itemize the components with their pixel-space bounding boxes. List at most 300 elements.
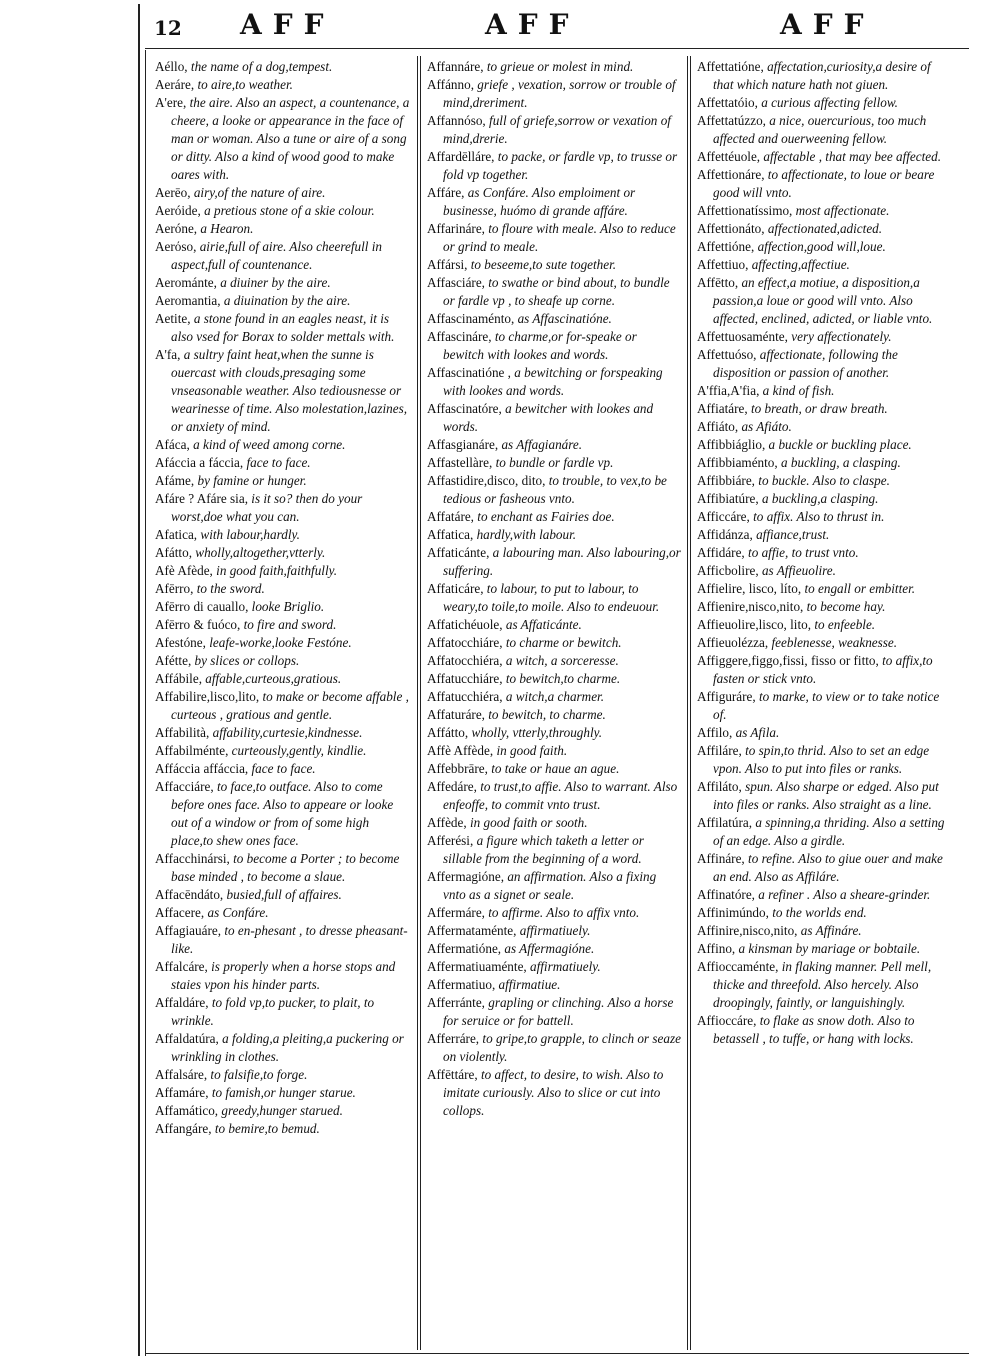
headword: Affabilità, <box>155 725 210 740</box>
column-divider-1 <box>417 56 418 1350</box>
definition: busied,full of affaires. <box>226 887 342 902</box>
definition: to refine. Also to giue ouer and make an end. Also as Affiláre. <box>713 851 943 884</box>
definition: very affectionately. <box>791 329 892 344</box>
definition: as Affascinatióne. <box>517 311 612 326</box>
dictionary-entry <box>697 58 951 94</box>
definition: to bundle or fardle vp. <box>495 455 614 470</box>
definition: as Affermagióne. <box>504 941 595 956</box>
headword: Affioccaménte, <box>697 959 779 974</box>
definition: to en-phesant , to dresse pheasant-like. <box>171 923 408 956</box>
headword: Affamático, <box>155 1103 219 1118</box>
headword: Affatucchiéra, <box>427 689 503 704</box>
dictionary-entry <box>427 112 681 148</box>
dictionary-entry <box>155 688 411 724</box>
definition: a bewitching or forspeaking with lookes and words. <box>443 365 663 398</box>
headword: Affētto, <box>697 275 739 290</box>
definition: a labouring man. Also labouring,or suffering. <box>443 545 681 578</box>
dictionary-entry <box>155 1066 411 1084</box>
page-header <box>150 8 966 48</box>
definition: to the sword. <box>196 581 265 596</box>
dictionary-entry <box>697 454 951 472</box>
definition: a spinning,a thriding. Also a setting of an edge. Also a girdle. <box>713 815 945 848</box>
dictionary-entry <box>427 814 681 832</box>
dictionary-entry <box>697 742 951 778</box>
dictionary-entry <box>427 670 681 688</box>
dictionary-entry <box>155 76 411 94</box>
headword: Affino, <box>697 941 736 956</box>
definition: to become a Porter ; to become base minded , to become a slaue. <box>171 851 400 884</box>
headword: Affatocchiáre, <box>427 635 503 650</box>
headword: Affettéuole, <box>697 149 761 164</box>
dictionary-entry <box>155 202 411 220</box>
dictionary-entry <box>427 706 681 724</box>
definition: a kinsman by mariage or bobtaile. <box>738 941 921 956</box>
headword: Affascinaménto, <box>427 311 515 326</box>
dictionary-entry <box>155 1120 411 1138</box>
headword: A'fa, <box>155 347 181 362</box>
headword: Affangáre, <box>155 1121 212 1136</box>
definition: greedy,hunger starued. <box>221 1103 343 1118</box>
headword: Affinatóre, <box>697 887 755 902</box>
definition: spun. Also sharpe or edged. Also put into files or ranks. Also straight as a line. <box>713 779 939 812</box>
dictionary-entry <box>155 310 411 346</box>
left-border-rule-inner <box>145 50 146 1356</box>
dictionary-entry <box>155 670 411 688</box>
column-divider-2b <box>690 56 691 1350</box>
headword: Affaturáre, <box>427 707 485 722</box>
dictionary-entry <box>155 292 411 310</box>
dictionary-entry <box>155 490 411 526</box>
dictionary-entry <box>697 940 951 958</box>
definition: to beseeme,to sute together. <box>470 257 617 272</box>
headword: Affastellàre, <box>427 455 493 470</box>
dictionary-entry <box>697 94 951 112</box>
definition: to flake as snow doth. Also to betassell , to tuffe, or hang with locks. <box>713 1013 915 1046</box>
definition: in good faith or sooth. <box>469 815 588 830</box>
definition: affectionated,adicted. <box>767 221 883 236</box>
headword: Affettatóio, <box>697 95 758 110</box>
definition: wholly, vtterly,throughly. <box>471 725 603 740</box>
definition: affable,curteous,gratious. <box>205 671 342 686</box>
dictionary-entry <box>427 724 681 742</box>
definition: to engall or embitter. <box>804 581 916 596</box>
definition: full of griefe,sorrow or vexation of mind,drerie. <box>443 113 671 146</box>
dictionary-entry <box>697 202 951 220</box>
headword: Affieuolézza, <box>697 635 769 650</box>
headword: Afērro & fuóco, <box>155 617 241 632</box>
headword: Aeróne, <box>155 221 198 236</box>
definition: to affie, to trust vnto. <box>748 545 859 560</box>
column-divider-1b <box>420 56 421 1350</box>
definition: as Confáre. Also emploiment or businesse, huómo di grande affáre. <box>443 185 636 218</box>
definition: affectable , that may bee affected. <box>763 149 942 164</box>
definition: grapling or clinching. Also a horse for seruice or for battell. <box>443 995 674 1028</box>
definition: to charme,or for-speake or bewitch with lookes and words. <box>443 329 637 362</box>
dictionary-entry <box>155 778 411 850</box>
headword: Affermagióne, <box>427 869 505 884</box>
definition: a sultry faint heat,when the sunne is ouercast with clouds,presaging some vnseasonable weather. Also tediousnesse or wearinesse of time. Also molestation,lazines, or anxiety of mind. <box>171 347 408 434</box>
definition: to swathe or bind about, to bundle or fardle vp , to sheafe up corne. <box>443 275 670 308</box>
dictionary-entry <box>697 598 951 616</box>
definition: a buckling,a clasping. <box>761 491 879 506</box>
headword: Affettiuo, <box>697 257 749 272</box>
definition: leafe-worke,looke Festóne. <box>209 635 352 650</box>
dictionary-entry <box>427 148 681 184</box>
headword: Afè Afède, <box>155 563 213 578</box>
dictionary-entry <box>155 580 411 598</box>
definition: a bewitcher with lookes and words. <box>443 401 654 434</box>
dictionary-entry <box>697 418 951 436</box>
definition: affecting,affectiue. <box>751 257 850 272</box>
column-1 <box>155 58 411 1138</box>
headword: Affánno, <box>427 77 474 92</box>
headword: Afestóne, <box>155 635 206 650</box>
definition: hardly,with labour. <box>476 527 577 542</box>
definition: as Affieuolire. <box>761 563 836 578</box>
headword: Aerēo, <box>155 185 191 200</box>
definition: to affix. Also to thrust in. <box>753 509 885 524</box>
dictionary-entry <box>427 508 681 526</box>
definition: to breath, or draw breath. <box>750 401 888 416</box>
dictionary-entry <box>697 688 951 724</box>
definition: as Affaticánte. <box>505 617 582 632</box>
dictionary-entry <box>427 958 681 976</box>
dictionary-entry <box>155 850 411 886</box>
dictionary-entry <box>155 994 411 1030</box>
headword: Affettuóso, <box>697 347 757 362</box>
definition: affection,good will,loue. <box>757 239 886 254</box>
definition: an affirmation. Also a fixing vnto as a signet or seale. <box>443 869 657 902</box>
definition: to affect, to desire, to wish. Also to imitate curiously. Also to slice or cut into collops. <box>443 1067 664 1118</box>
definition: as Confáre. <box>207 905 269 920</box>
headword: Affabilménte, <box>155 743 229 758</box>
definition: is it so? then do your worst,doe what you can. <box>171 491 363 524</box>
definition: as Affagianáre. <box>501 437 583 452</box>
dictionary-entry <box>427 436 681 454</box>
dictionary-entry <box>697 328 951 346</box>
header-rule <box>145 48 969 49</box>
definition: to grieue or molest in mind. <box>486 59 634 74</box>
headword: Affiláto, <box>697 779 742 794</box>
definition: to buckle. Also to claspe. <box>758 473 890 488</box>
headword: Affáccia affáccia, <box>155 761 249 776</box>
headword: Affascinatióne , <box>427 365 511 380</box>
headword: Affibiatúre, <box>697 491 759 506</box>
headword: Afáme, <box>155 473 195 488</box>
definition: the name of a dog,tempest. <box>190 59 333 74</box>
dictionary-entry <box>427 580 681 616</box>
headword: Affibbiaménto, <box>697 455 778 470</box>
dictionary-entry <box>155 904 411 922</box>
definition: to bewitch,to charme. <box>505 671 621 686</box>
headword: Affaticánte, <box>427 545 490 560</box>
dictionary-entry <box>427 994 681 1030</box>
headword: Aeráre, <box>155 77 195 92</box>
definition: a diuination by the aire. <box>223 293 351 308</box>
definition: to affirme. Also to affix vnto. <box>488 905 640 920</box>
definition: to affectionate, to loue or beare good will vnto. <box>713 167 935 200</box>
definition: to gripe,to grapple, to clinch or seaze on violently. <box>443 1031 681 1064</box>
headword: Afáca, <box>155 437 190 452</box>
dictionary-entry <box>155 742 411 760</box>
dictionary-entry <box>697 490 951 508</box>
dictionary-entry <box>427 76 681 112</box>
definition: by famine or hunger. <box>197 473 307 488</box>
headword: Aerománte, <box>155 275 217 290</box>
definition: affability,curtesie,kindnesse. <box>212 725 363 740</box>
headword: Affardēlláre, <box>427 149 495 164</box>
headword: Affacēndáto, <box>155 887 224 902</box>
dictionary-entry <box>697 436 951 454</box>
definition: to face,to outface. Also to come before ones face. Also to appeare or looke out of a window or from of some high place,to shew ones face. <box>171 779 394 848</box>
dictionary-entry <box>697 958 951 1012</box>
definition: griefe , vexation, sorrow or trouble of mind,dreriment. <box>443 77 676 110</box>
dictionary-entry <box>697 1012 951 1048</box>
headword: Affède, <box>427 815 467 830</box>
headword: Affebbrāre, <box>427 761 488 776</box>
headword: Affidánza, <box>697 527 753 542</box>
dictionary-entry <box>697 850 951 886</box>
headword: Afērro di cauallo, <box>155 599 249 614</box>
dictionary-entry <box>155 544 411 562</box>
definition: to labour, to put to labour, to weary,to toile,to moile. Also to endeuour. <box>443 581 660 614</box>
headword: Affagiauáre, <box>155 923 222 938</box>
definition: affectionate, following the disposition or passion of another. <box>713 347 898 380</box>
dictionary-entry <box>697 652 951 688</box>
definition: a witch,a charmer. <box>505 689 605 704</box>
dictionary-entry <box>427 472 681 508</box>
definition: an effect,a motiue, a disposition,a passion,a loue or good will vnto. Also affected, enclined, adicted, or liable vnto. <box>713 275 933 326</box>
dictionary-entry <box>697 508 951 526</box>
headword: Aeróide, <box>155 203 201 218</box>
definition: is properly when a horse stops and staies vpon his hinder parts. <box>171 959 396 992</box>
definition: a pretious stone of a skie colour. <box>204 203 375 218</box>
headword: Affermataménte, <box>427 923 517 938</box>
dictionary-entry <box>427 1030 681 1066</box>
headword: Affinimúndo, <box>697 905 769 920</box>
dictionary-entry <box>155 1084 411 1102</box>
dictionary-entry <box>155 526 411 544</box>
headword: Affilo, <box>697 725 733 740</box>
headword: Affēttáre, <box>427 1067 478 1082</box>
dictionary-entry <box>155 1102 411 1120</box>
headword: Affienire,nisco,nito, <box>697 599 804 614</box>
footer-rule <box>145 1353 969 1354</box>
definition: affiance,trust. <box>756 527 830 542</box>
dictionary-entry <box>427 58 681 76</box>
definition: to make or become affable , curteous , gratious and gentle. <box>171 689 409 722</box>
headword: Affiguráre, <box>697 689 756 704</box>
dictionary-entry <box>155 958 411 994</box>
running-head-center: AFF <box>485 8 580 41</box>
headword: Affettuosaménte, <box>697 329 788 344</box>
running-head-left: AFF <box>240 8 335 41</box>
headword: Affiáto, <box>697 419 739 434</box>
dictionary-entry <box>697 526 951 544</box>
definition: to marke, to view or to take notice of. <box>713 689 940 722</box>
definition: as Afila. <box>735 725 780 740</box>
dictionary-entry <box>697 346 951 382</box>
headword: Affasciáre, <box>427 275 485 290</box>
headword: Afétte, <box>155 653 192 668</box>
dictionary-entry <box>427 922 681 940</box>
headword: Affielire, lisco, líto, <box>697 581 802 596</box>
column-2 <box>427 58 681 1120</box>
definition: a curious affecting fellow. <box>761 95 898 110</box>
headword: Affaldáre, <box>155 995 209 1010</box>
definition: feeblenesse, weaknesse. <box>771 635 898 650</box>
column-3 <box>697 58 951 1048</box>
dictionary-entry <box>155 634 411 652</box>
headword: Afficcáre, <box>697 509 750 524</box>
definition: to become hay. <box>806 599 886 614</box>
headword: Affiggere,figgo,fissi, fisso or fitto, <box>697 653 879 668</box>
dictionary-entry <box>155 616 411 634</box>
dictionary-entry <box>155 472 411 490</box>
headword: Affináre, <box>697 851 745 866</box>
headword: Afērro, <box>155 581 194 596</box>
dictionary-entry <box>427 868 681 904</box>
dictionary-entry <box>697 562 951 580</box>
definition: affirmatiue. <box>498 977 561 992</box>
dictionary-entry <box>697 922 951 940</box>
headword: Affannóso, <box>427 113 486 128</box>
dictionary-entry <box>155 94 411 184</box>
headword: Aetite, <box>155 311 191 326</box>
dictionary-entry <box>427 976 681 994</box>
dictionary-entry <box>697 724 951 742</box>
headword: Affioccáre, <box>697 1013 757 1028</box>
dictionary-entry <box>427 616 681 634</box>
dictionary-entry <box>427 184 681 220</box>
definition: in flaking manner. Pell mell, thicke and threefold. Also hercely. Also droopingly, faintly, or languishingly. <box>713 959 932 1010</box>
dictionary-entry <box>697 472 951 490</box>
definition: by slices or collops. <box>194 653 300 668</box>
dictionary-entry <box>697 886 951 904</box>
left-border-rule <box>138 4 140 1356</box>
definition: to affix,to fasten or stick vnto. <box>713 653 933 686</box>
headword: Afficbolire, <box>697 563 759 578</box>
headword: Affermatiuo, <box>427 977 496 992</box>
dictionary-entry <box>427 400 681 436</box>
headword: Afáccia a fáccia, <box>155 455 244 470</box>
headword: A'ffia,A'fia, <box>697 383 760 398</box>
headword: Affacchinársi, <box>155 851 230 866</box>
headword: Affatáre, <box>427 509 474 524</box>
headword: Affettionatíssimo, <box>697 203 793 218</box>
dictionary-entry <box>697 112 951 148</box>
dictionary-entry <box>697 778 951 814</box>
definition: curteously,gently, kindlie. <box>231 743 367 758</box>
dictionary-entry <box>697 274 951 328</box>
definition: to enfeeble. <box>814 617 876 632</box>
headword: Aéllo, <box>155 59 188 74</box>
definition: looke Briglio. <box>251 599 325 614</box>
dictionary-entry <box>155 346 411 436</box>
dictionary-entry <box>155 58 411 76</box>
headword: Afferráre, <box>427 1031 480 1046</box>
headword: Affannáre, <box>427 59 484 74</box>
definition: the aire. Also an aspect, a countenance, a cheere, a looke or appearance in the face of man or woman. Also a tune or aire of a song or ditty. Also a kind of wood good to make oares with. <box>171 95 410 182</box>
dictionary-entry <box>697 580 951 598</box>
dictionary-entry <box>697 634 951 652</box>
dictionary-entry <box>697 256 951 274</box>
definition: in good faith,faithfully. <box>216 563 338 578</box>
definition: affirmatiuely. <box>519 923 591 938</box>
dictionary-entry <box>155 922 411 958</box>
dictionary-entry <box>427 256 681 274</box>
definition: to floure with meale. Also to reduce or grind to meale. <box>443 221 676 254</box>
dictionary-entry <box>697 382 951 400</box>
dictionary-entry <box>427 274 681 310</box>
definition: face to face. <box>251 761 316 776</box>
dictionary-entry <box>427 760 681 778</box>
headword: Affiatáre, <box>697 401 748 416</box>
dictionary-entry <box>427 940 681 958</box>
definition: airy,of the nature of aire. <box>193 185 326 200</box>
dictionary-entry <box>427 832 681 868</box>
headword: Afferési, <box>427 833 474 848</box>
headword: Affatica, <box>427 527 474 542</box>
headword: Affastidire,disco, dito, <box>427 473 546 488</box>
headword: Affascinatóre, <box>427 401 502 416</box>
dictionary-entry <box>155 238 411 274</box>
dictionary-entry <box>427 526 681 544</box>
dictionary-entry <box>697 400 951 418</box>
headword: Affermatiuaménte, <box>427 959 527 974</box>
headword: Affabilire,lisco,lito, <box>155 689 260 704</box>
definition: a kind of weed among corne. <box>193 437 346 452</box>
headword: Affasgianáre, <box>427 437 499 452</box>
definition: a kind of fish. <box>762 383 835 398</box>
definition: in good faith. <box>496 743 568 758</box>
definition: a stone found in an eagles neast, it is also vsed for Borax to solder mettals with. <box>171 311 395 344</box>
headword: Afátto, <box>155 545 192 560</box>
headword: Affascináre, <box>427 329 492 344</box>
definition: a diuiner by the aire. <box>220 275 331 290</box>
definition: to charme or bewitch. <box>505 635 622 650</box>
definition: as Afiáto. <box>741 419 792 434</box>
definition: affectation,curiosity,a desire of that which nature hath not giuen. <box>713 59 931 92</box>
headword: Affaticáre, <box>427 581 484 596</box>
dictionary-entry <box>155 274 411 292</box>
dictionary-entry <box>697 616 951 634</box>
dictionary-entry <box>697 544 951 562</box>
dictionary-entry <box>427 742 681 760</box>
dictionary-entry <box>155 652 411 670</box>
dictionary-entry <box>155 598 411 616</box>
dictionary-entry <box>427 220 681 256</box>
definition: a figure which taketh a letter or sillable from the beginning of a word. <box>443 833 644 866</box>
headword: A'ere, <box>155 95 187 110</box>
definition: a witch, a sorceresse. <box>505 653 619 668</box>
headword: Affibbiáglio, <box>697 437 766 452</box>
definition: a Hearon. <box>200 221 254 236</box>
headword: Aeromantia, <box>155 293 221 308</box>
definition: to the worlds end. <box>772 905 867 920</box>
headword: Affedáre, <box>427 779 477 794</box>
dictionary-entry <box>427 454 681 472</box>
headword: Affettatúzzo, <box>697 113 766 128</box>
headword: Affalsáre, <box>155 1067 208 1082</box>
headword: Aerόso, <box>155 239 197 254</box>
dictionary-entry <box>697 238 951 256</box>
headword: Affátto, <box>427 725 469 740</box>
definition: to packe, or fardle vp, to trusse or fold vp together. <box>443 149 678 182</box>
dictionary-entry <box>155 1030 411 1066</box>
dictionary-entry <box>427 778 681 814</box>
definition: to take or haue an ague. <box>491 761 620 776</box>
